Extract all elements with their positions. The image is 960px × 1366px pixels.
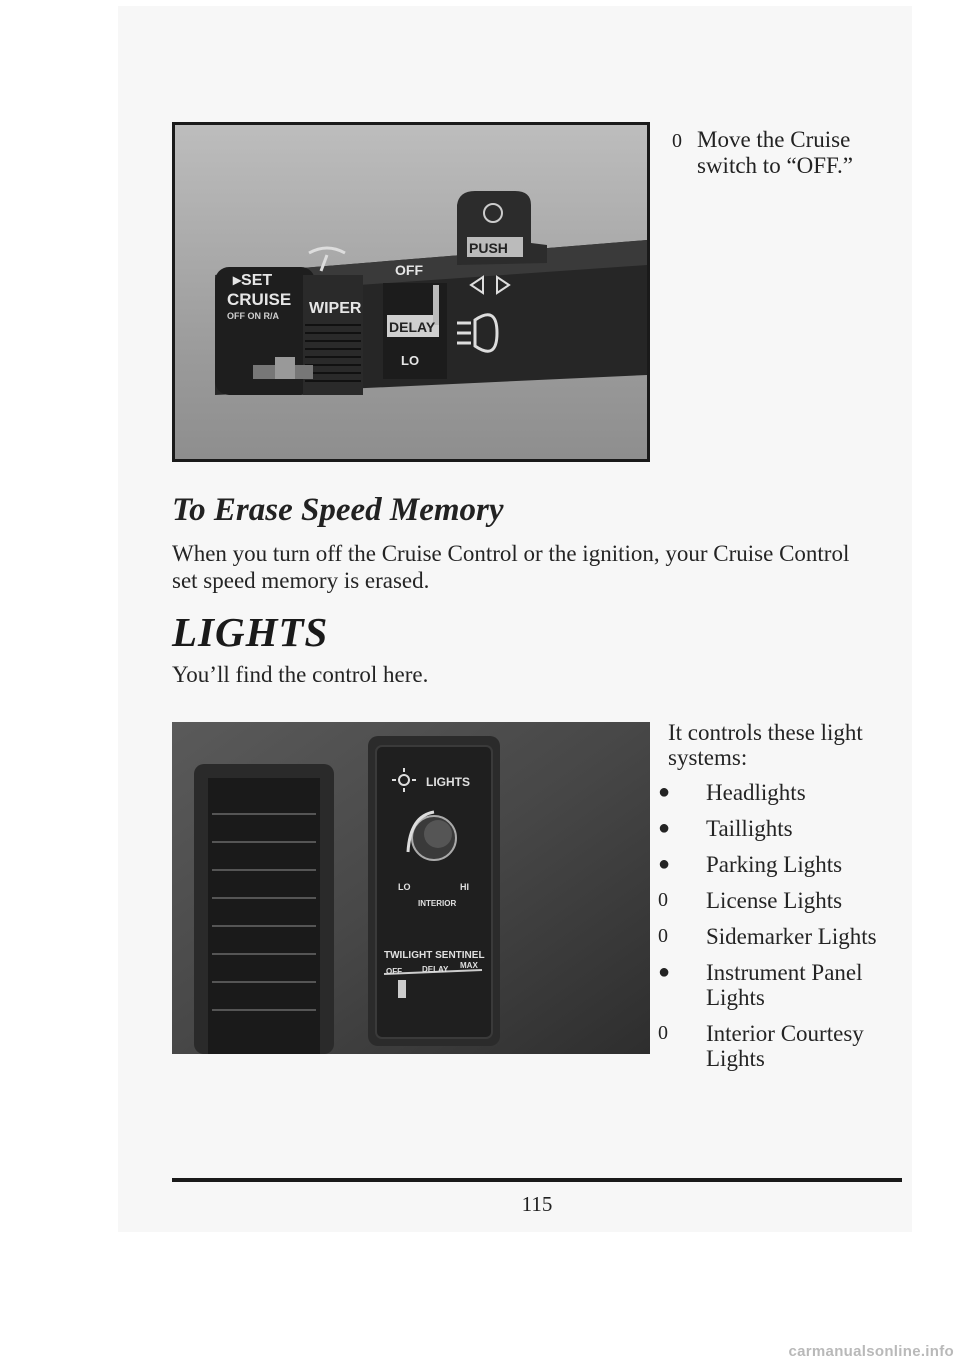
- stalk-wiper-label: WIPER: [309, 300, 362, 317]
- list-item-label: Interior Courtesy Lights: [706, 1021, 864, 1071]
- cruise-control-stalk-photo: [172, 122, 650, 462]
- stalk-off-on-label: OFF ON R/A: [227, 311, 279, 321]
- list-item: [646, 852, 906, 877]
- page-number: 115: [521, 1192, 553, 1216]
- footer-rule: [172, 1178, 902, 1182]
- list-bullet: ●: [658, 781, 671, 803]
- erase-speed-memory-heading: To Erase Speed Memory: [172, 492, 504, 528]
- panel-interior-label: INTERIOR: [418, 899, 457, 908]
- panel-lo-label: LO: [398, 882, 411, 892]
- panel-hi-label: HI: [460, 882, 469, 892]
- light-systems-intro: It controls these light systems:: [668, 720, 863, 770]
- panel-max-label: MAX: [460, 961, 478, 970]
- step-text-line2: switch to “OFF.”: [697, 153, 853, 178]
- list-item-label: Headlights: [706, 780, 806, 805]
- stalk-set-label: ▸SET: [233, 272, 273, 289]
- list-item: [646, 924, 906, 949]
- list-item: [646, 888, 906, 913]
- stalk-delay-label: DELAY: [389, 319, 436, 335]
- stalk-cruise-label: CRUISE: [227, 290, 292, 309]
- watermark: carmanualsonline.info: [788, 1343, 954, 1360]
- light-systems-list: [646, 780, 906, 1082]
- list-bullet: 0: [658, 925, 668, 947]
- list-item-label: License Lights: [706, 888, 843, 913]
- stalk-lo-label: LO: [401, 353, 420, 368]
- lights-intro-text: You’ll find the control here.: [172, 662, 429, 687]
- panel-twilight-label: TWILIGHT SENTINEL: [384, 950, 485, 961]
- stalk-push-label: PUSH: [469, 240, 508, 256]
- panel-delay-label: DELAY: [422, 965, 449, 974]
- lights-heading: LIGHTS: [172, 609, 329, 655]
- list-item-label: Sidemarker Lights: [706, 924, 877, 949]
- list-item-label: Instrument Panel Lights: [706, 960, 863, 1010]
- step-text-line1: Move the Cruise: [697, 127, 851, 152]
- list-item: [646, 816, 906, 841]
- panel-lights-label: LIGHTS: [426, 775, 470, 789]
- list-item-label: Taillights: [706, 816, 793, 841]
- step-bullet: 0: [672, 130, 682, 152]
- list-bullet: 0: [658, 889, 668, 911]
- list-item: [646, 780, 906, 805]
- list-item: [646, 1021, 906, 1071]
- list-bullet: ●: [658, 817, 671, 839]
- panel-off-label: OFF: [386, 967, 402, 976]
- list-bullet: 0: [658, 1022, 668, 1044]
- list-item: [646, 960, 906, 1010]
- list-bullet: ●: [658, 853, 671, 875]
- erase-speed-memory-body: When you turn off the Cruise Control or the ignition, your Cruise Control set speed memory is erased.: [172, 541, 850, 593]
- stalk-off-label: OFF: [395, 262, 423, 278]
- light-switch-panel-photo: [172, 722, 650, 1054]
- list-bullet: ●: [658, 961, 671, 983]
- list-item-label: Parking Lights: [706, 852, 843, 877]
